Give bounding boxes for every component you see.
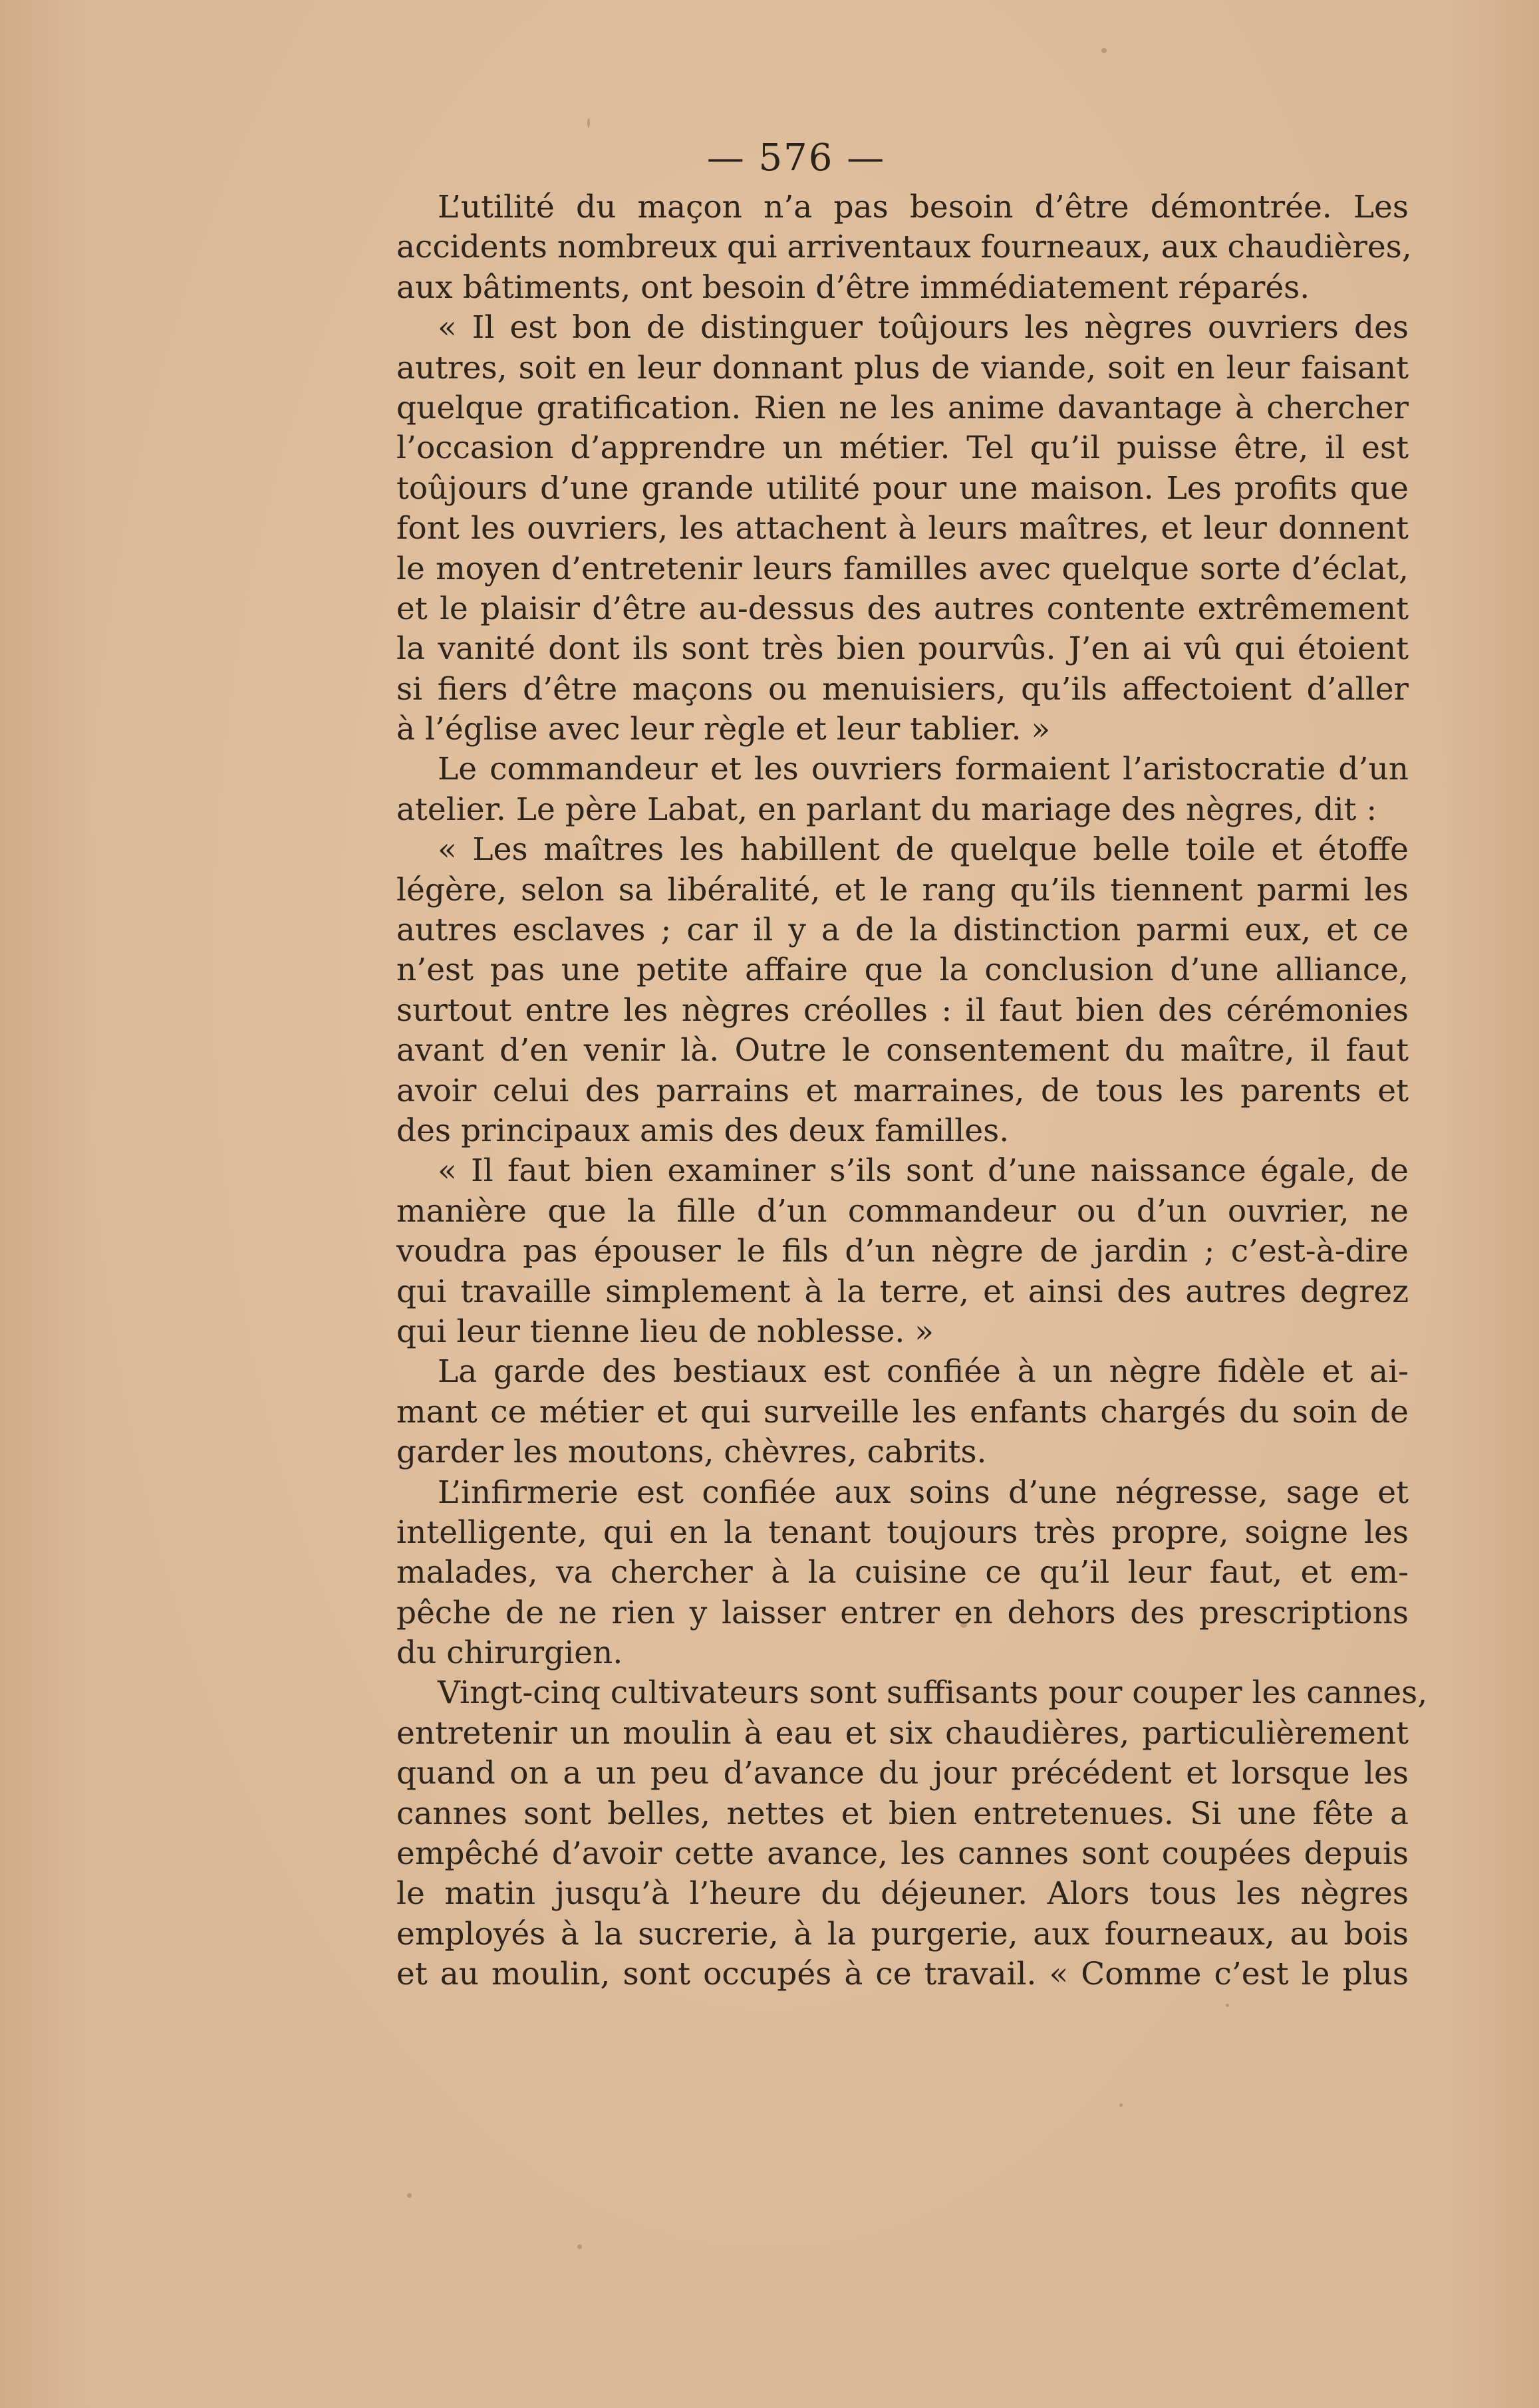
text-line: qui travaille simplement à la terre, et ainsi des autres degrez — [396, 1273, 1409, 1310]
text-line: empêché d’avoir cette avance, les cannes sont coupées depuis — [396, 1835, 1409, 1873]
text-line: L’infirmerie est confiée aux soins d’une négresse, sage et — [438, 1474, 1409, 1511]
paper-speck — [1101, 48, 1107, 53]
text-line: quand on a un peu d’avance du jour précédent et lorsque les — [396, 1755, 1409, 1792]
text-line: « Il est bon de distinguer toûjours les nègres ouvriers des — [438, 309, 1409, 346]
text-line: le moyen d’entretenir leurs familles avec quelque sorte d’éclat, — [396, 550, 1409, 587]
text-line: à l’église avec leur règle et leur tablier. » — [396, 711, 1051, 748]
text-line: et au moulin, sont occupés à ce travail. « Comme c’est le plus — [396, 1956, 1409, 1993]
text-line: « Il faut bien examiner s’ils sont d’une naissance égale, de — [438, 1152, 1409, 1190]
text-line: L’utilité du maçon n’a pas besoin d’être démontrée. Les — [438, 189, 1409, 225]
text-line: et le plaisir d’être au-dessus des autres contente extrêmement — [396, 590, 1409, 627]
text-line: la vanité dont ils sont très bien pourvûs. J’en ai vû qui étoient — [396, 630, 1409, 668]
text-line: employés à la sucrerie, à la purgerie, aux fourneaux, au bois — [396, 1915, 1409, 1952]
text-line: malades, va chercher à la cuisine ce qu’il leur faut, et em- — [396, 1554, 1409, 1591]
text-line: des principaux amis des deux familles. — [396, 1112, 1010, 1149]
text-line: accidents nombreux qui arriventaux fourneaux, aux chaudières, — [396, 229, 1412, 266]
text-line: garder les moutons, chèvres, cabrits. — [396, 1434, 987, 1471]
text-line: entretenir un moulin à eau et six chaudières, particulièrement — [396, 1714, 1409, 1752]
paper-speck — [1119, 2103, 1123, 2107]
text-line: Le commandeur et les ouvriers formaient l’aristocratie d’un — [438, 751, 1409, 788]
text-line: manière que la fille d’un commandeur ou d’un ouvrier, ne — [396, 1192, 1409, 1230]
text-line: autres esclaves ; car il y a de la distinction parmi eux, et ce — [396, 912, 1409, 949]
text-line: du chirurgien. — [396, 1635, 623, 1672]
text-line: atelier. Le père Labat, en parlant du mariage des nègres, dit : — [396, 791, 1377, 828]
text-line: si fiers d’être maçons ou menuisiers, qu’ils affectoient d’aller — [396, 670, 1409, 708]
text-line: font les ouvriers, les attachent à leurs maîtres, et leur donnent — [396, 510, 1409, 547]
text-line: aux bâtiments, ont besoin d’être immédiatement réparés. — [396, 269, 1310, 306]
text-line: pêche de ne rien y laisser entrer en dehors des prescriptions — [396, 1594, 1409, 1631]
paper-speck — [577, 2244, 582, 2249]
paper-speck — [407, 2193, 412, 2198]
text-line: Vingt-cinq cultivateurs sont suffisants pour couper les cannes, — [438, 1674, 1428, 1712]
paper-speck — [587, 118, 590, 128]
text-line: n’est pas une petite affaire que la conclusion d’une alliance, — [396, 952, 1409, 989]
text-line: autres, soit en leur donnant plus de viande, soit en leur faisant — [396, 349, 1409, 386]
body-text — [396, 188, 1428, 1995]
text-line: mant ce métier et qui surveille les enfants chargés du soin de — [396, 1393, 1409, 1430]
text-line: cannes sont belles, nettes et bien entretenues. Si une fête a — [396, 1795, 1409, 1832]
text-line: le matin jusqu’à l’heure du déjeuner. Alors tous les nègres — [396, 1875, 1409, 1913]
text-line: intelligente, qui en la tenant toujours très propre, soigne les — [396, 1514, 1409, 1551]
text-line: toûjours d’une grande utilité pour une maison. Les profits que — [396, 469, 1409, 507]
text-line: avoir celui des parrains et marraines, de tous les parents et — [396, 1072, 1409, 1109]
page-number: — 576 — — [706, 136, 886, 180]
text-line: qui leur tienne lieu de noblesse. » — [396, 1313, 934, 1350]
text-line: légère, selon sa libéralité, et le rang qu’ils tiennent parmi les — [396, 871, 1409, 908]
text-line: l’occasion d’apprendre un métier. Tel qu’il puisse être, il est — [396, 430, 1409, 467]
text-line: « Les maîtres les habillent de quelque belle toile et étoffe — [438, 831, 1409, 869]
text-line: surtout entre les nègres créolles : il faut bien des cérémonies — [396, 992, 1409, 1029]
text-line: quelque gratification. Rien ne les anime davantage à chercher — [396, 389, 1409, 426]
text-line: avant d’en venir là. Outre le consentement du maître, il faut — [396, 1032, 1409, 1069]
text-line: voudra pas épouser le fils d’un nègre de jardin ; c’est-à-dire — [396, 1233, 1409, 1270]
text-line: La garde des bestiaux est confiée à un nègre fidèle et ai- — [438, 1353, 1409, 1391]
paper-speck — [1226, 2004, 1229, 2007]
